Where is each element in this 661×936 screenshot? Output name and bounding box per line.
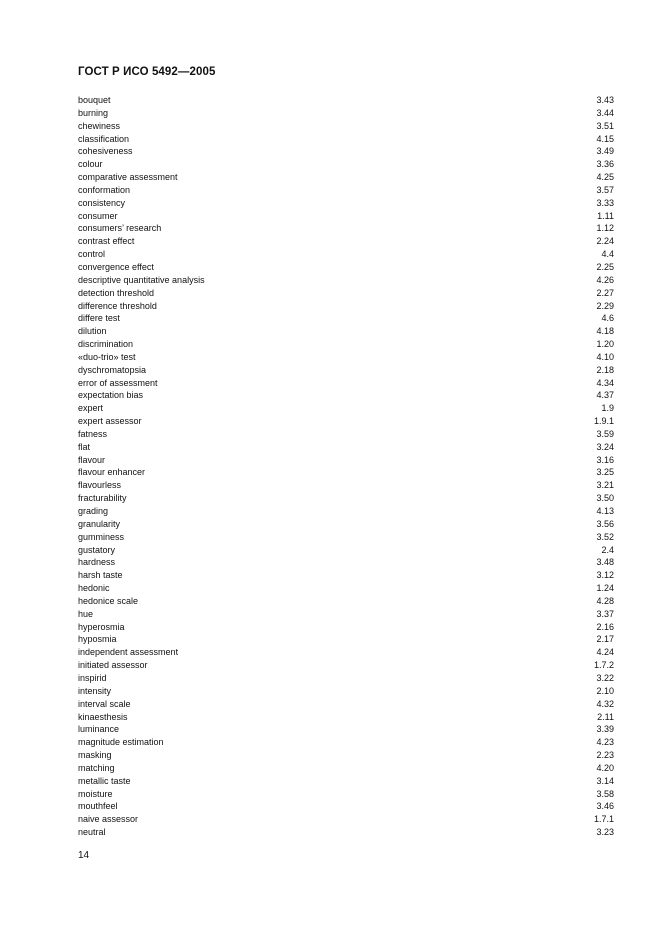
index-entry bbox=[78, 261, 614, 274]
index-entry bbox=[78, 659, 614, 672]
entry-term: dyschromatopsia bbox=[78, 364, 147, 375]
entry-reference: 4.10 bbox=[596, 351, 614, 362]
entry-term: kinaesthesis bbox=[78, 711, 128, 722]
entry-reference: 2.11 bbox=[597, 711, 614, 722]
index-entry bbox=[78, 672, 614, 685]
entry-term: descriptive quantitative analysis bbox=[78, 274, 205, 285]
index-entry bbox=[78, 364, 614, 377]
index-entry bbox=[78, 107, 614, 120]
entry-term: intensity bbox=[78, 685, 112, 696]
entry-reference: 2.23 bbox=[596, 750, 614, 761]
entry-term: flavour enhancer bbox=[78, 467, 146, 478]
entry-term: harsh taste bbox=[78, 570, 123, 581]
entry-term: expert assessor bbox=[78, 416, 142, 427]
entry-reference: 3.57 bbox=[596, 184, 614, 195]
entry-term: interval scale bbox=[78, 698, 131, 709]
entry-term: hyperosmia bbox=[78, 621, 125, 632]
entry-term: grading bbox=[78, 506, 109, 516]
entry-term: chewiness bbox=[78, 120, 121, 131]
entry-reference: 1.7.2 bbox=[593, 660, 614, 671]
index-entry bbox=[78, 492, 614, 505]
entry-term: dilution bbox=[78, 326, 107, 337]
entry-term: difference threshold bbox=[78, 300, 157, 311]
entry-reference: 4.34 bbox=[596, 377, 614, 388]
index-entry bbox=[78, 582, 614, 595]
index-entry bbox=[78, 454, 614, 467]
index-entry bbox=[78, 685, 614, 698]
entry-term: metallic taste bbox=[78, 775, 131, 786]
entry-reference: 1.9 bbox=[601, 403, 614, 414]
index-entry bbox=[78, 749, 614, 762]
entry-term: cohesiveness bbox=[78, 146, 133, 157]
entry-reference: 3.44 bbox=[596, 107, 614, 118]
entry-term: naive assessor bbox=[78, 814, 139, 825]
entry-reference: 3.14 bbox=[596, 775, 614, 786]
entry-reference: 4.28 bbox=[596, 595, 614, 606]
index-entry bbox=[78, 813, 614, 826]
entry-reference: 3.22 bbox=[596, 672, 614, 683]
entry-term: contrast effect bbox=[78, 236, 135, 247]
index-entry bbox=[78, 120, 614, 133]
entry-reference: 4.32 bbox=[596, 698, 614, 709]
index-entry bbox=[78, 402, 614, 415]
index-entry bbox=[78, 158, 614, 171]
index-entry bbox=[78, 428, 614, 441]
entry-term: hedonic bbox=[78, 583, 110, 594]
entry-term: hue bbox=[78, 608, 94, 619]
entry-term: granularity bbox=[78, 518, 121, 529]
entry-term: conformation bbox=[78, 184, 131, 195]
index-entry bbox=[78, 325, 614, 338]
entry-term: moisture bbox=[78, 788, 113, 799]
entry-reference: 3.58 bbox=[596, 788, 614, 799]
entry-reference: 3.52 bbox=[596, 531, 614, 542]
entry-term: flavourless bbox=[78, 480, 122, 491]
entry-term: convergence effect bbox=[78, 261, 154, 272]
entry-reference: 3.48 bbox=[596, 557, 614, 568]
index-entry bbox=[78, 775, 614, 788]
entry-term: hardness bbox=[78, 557, 116, 568]
entry-term: discrimination bbox=[78, 339, 134, 350]
term-index-list bbox=[78, 94, 614, 839]
entry-term: fracturability bbox=[78, 493, 127, 504]
index-entry bbox=[78, 235, 614, 248]
entry-reference: 1.11 bbox=[597, 210, 614, 221]
entry-reference: 4.24 bbox=[596, 647, 614, 658]
entry-term: gumminess bbox=[78, 531, 125, 542]
index-entry bbox=[78, 197, 614, 210]
index-entry bbox=[78, 569, 614, 582]
entry-reference: 4.26 bbox=[596, 274, 614, 285]
entry-term: inspirid bbox=[78, 672, 107, 683]
entry-term: matching bbox=[78, 762, 115, 773]
index-entry bbox=[78, 544, 614, 557]
entry-reference: 1.7.1 bbox=[593, 814, 614, 825]
entry-reference: 3.59 bbox=[596, 428, 614, 439]
index-entry bbox=[78, 826, 614, 839]
entry-term: differe test bbox=[78, 313, 120, 324]
entry-term: masking bbox=[78, 750, 112, 761]
index-entry bbox=[78, 338, 614, 351]
document-header: ГОСТ Р ИСО 5492—2005 bbox=[78, 66, 216, 78]
entry-term: flavour bbox=[78, 454, 106, 465]
index-entry bbox=[78, 479, 614, 492]
entry-reference: 2.17 bbox=[596, 634, 614, 645]
entry-reference: 2.18 bbox=[596, 364, 614, 375]
entry-reference: 3.23 bbox=[596, 827, 614, 838]
index-entry bbox=[78, 377, 614, 390]
entry-term: luminance bbox=[78, 724, 120, 735]
entry-reference: 4.23 bbox=[596, 737, 614, 748]
entry-term: expert bbox=[78, 403, 104, 414]
entry-reference: 2.10 bbox=[596, 685, 614, 696]
entry-reference: 3.24 bbox=[596, 441, 614, 452]
entry-term: initiated assessor bbox=[78, 660, 148, 671]
entry-term: consistency bbox=[78, 197, 126, 208]
entry-reference: 4.18 bbox=[596, 326, 614, 337]
entry-reference: 4.4 bbox=[601, 249, 614, 260]
entry-reference: 2.27 bbox=[596, 287, 614, 298]
entry-reference: 1.9.1 bbox=[593, 416, 614, 427]
entry-reference: 2.4 bbox=[601, 544, 614, 555]
entry-reference: 3.33 bbox=[596, 197, 614, 208]
entry-term: error of assessment bbox=[78, 377, 158, 388]
entry-reference: 2.25 bbox=[596, 261, 614, 272]
entry-reference: 4.25 bbox=[596, 172, 614, 183]
entry-term: classification bbox=[78, 133, 130, 144]
entry-term: bouquet bbox=[78, 95, 111, 105]
entry-reference: 3.39 bbox=[596, 724, 614, 735]
index-entry bbox=[78, 531, 614, 544]
entry-term: flat bbox=[78, 441, 91, 452]
entry-reference: 3.25 bbox=[596, 467, 614, 478]
entry-reference: 1.12 bbox=[596, 223, 614, 234]
entry-term: burning bbox=[78, 107, 109, 118]
index-entry bbox=[78, 145, 614, 158]
entry-reference: 3.49 bbox=[596, 146, 614, 157]
index-entry bbox=[78, 608, 614, 621]
entry-reference: 2.16 bbox=[596, 621, 614, 632]
index-entry bbox=[78, 184, 614, 197]
entry-reference: 4.37 bbox=[596, 390, 614, 401]
index-entry bbox=[78, 171, 614, 184]
index-entry bbox=[78, 556, 614, 569]
entry-reference: 1.20 bbox=[596, 339, 614, 350]
entry-reference: 4.20 bbox=[596, 762, 614, 773]
entry-term: «duo-trio» test bbox=[78, 351, 136, 362]
entry-reference: 3.36 bbox=[596, 159, 614, 170]
entry-term: fatness bbox=[78, 428, 108, 439]
index-entry bbox=[78, 94, 614, 107]
entry-reference: 2.24 bbox=[596, 236, 614, 247]
index-entry bbox=[78, 711, 614, 724]
entry-reference: 4.15 bbox=[596, 133, 614, 144]
entry-reference: 4.6 bbox=[601, 313, 614, 324]
index-entry bbox=[78, 222, 614, 235]
entry-term: gustatory bbox=[78, 544, 116, 555]
entry-term: consumers’ research bbox=[78, 223, 162, 234]
index-entry bbox=[78, 133, 614, 146]
index-entry bbox=[78, 300, 614, 313]
index-entry bbox=[78, 800, 614, 813]
entry-term: independent assessment bbox=[78, 647, 179, 658]
entry-reference: 1.24 bbox=[596, 583, 614, 594]
index-entry bbox=[78, 210, 614, 223]
index-entry bbox=[78, 312, 614, 325]
entry-reference: 3.46 bbox=[596, 801, 614, 812]
index-entry bbox=[78, 441, 614, 454]
index-entry bbox=[78, 287, 614, 300]
index-entry bbox=[78, 698, 614, 711]
entry-reference: 3.12 bbox=[596, 570, 614, 581]
index-entry bbox=[78, 274, 614, 287]
entry-term: mouthfeel bbox=[78, 801, 118, 812]
entry-term: colour bbox=[78, 159, 103, 170]
index-entry bbox=[78, 788, 614, 801]
index-entry bbox=[78, 466, 614, 479]
index-entry bbox=[78, 248, 614, 261]
index-entry bbox=[78, 646, 614, 659]
entry-reference: 4.13 bbox=[596, 506, 614, 516]
index-entry bbox=[78, 621, 614, 634]
entry-term: control bbox=[78, 249, 106, 260]
entry-term: consumer bbox=[78, 210, 118, 221]
entry-reference: 3.16 bbox=[596, 454, 614, 465]
index-entry bbox=[78, 389, 614, 402]
entry-term: neutral bbox=[78, 827, 106, 838]
entry-term: hedonice scale bbox=[78, 595, 139, 606]
index-entry bbox=[78, 633, 614, 646]
entry-term: expectation bias bbox=[78, 390, 144, 401]
entry-term: magnitude estimation bbox=[78, 737, 164, 748]
entry-reference: 3.21 bbox=[596, 480, 614, 491]
index-entry bbox=[78, 723, 614, 736]
entry-reference: 3.56 bbox=[596, 518, 614, 529]
entry-reference: 3.37 bbox=[596, 608, 614, 619]
index-entry bbox=[78, 736, 614, 749]
index-entry bbox=[78, 415, 614, 428]
entry-reference: 2.29 bbox=[596, 300, 614, 311]
index-entry bbox=[78, 595, 614, 608]
entry-term: comparative assessment bbox=[78, 172, 178, 183]
index-entry bbox=[78, 762, 614, 775]
entry-term: detection threshold bbox=[78, 287, 155, 298]
index-entry bbox=[78, 518, 614, 531]
entry-reference: 3.51 bbox=[596, 120, 614, 131]
page-number: 14 bbox=[78, 850, 90, 861]
index-entry bbox=[78, 505, 614, 518]
entry-reference: 3.43 bbox=[596, 95, 614, 105]
entry-term: hyposmia bbox=[78, 634, 117, 645]
entry-reference: 3.50 bbox=[596, 493, 614, 504]
index-entry bbox=[78, 351, 614, 364]
